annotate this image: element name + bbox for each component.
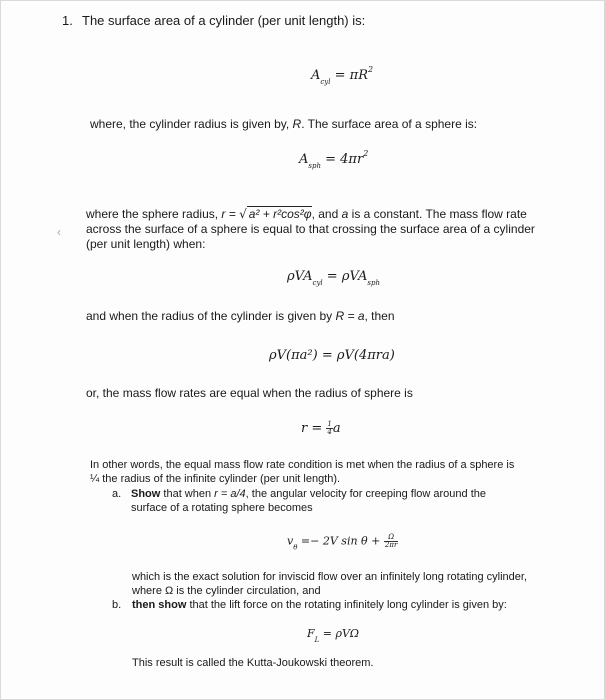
equation-sphere-area: $A_{sph} = 4\pi r^2$ — [299, 149, 369, 170]
part-a-line-2: surface of a rotating sphere becomes — [131, 502, 313, 514]
exact-solution-line-2: where Ω is the cylinder circulation, and — [132, 585, 321, 597]
equation-sphere-radius: r = $\frac{1}{4}$ a — [301, 420, 341, 436]
margin-mark: ‹ — [57, 225, 61, 239]
equation-mass-equality: ρV(πa²) = ρV(4πra) — [269, 348, 395, 363]
sphere-mass-flow-line: across the surface of a sphere is equal to that crossing the surface area of a cylinder — [86, 222, 535, 236]
fraction-omega-2pir: $\frac{\Omega}{2\pi r}$ — [384, 533, 398, 549]
summary-line-2: ¼ the radius of the infinite cylinder (per unit length). — [90, 473, 341, 485]
equation-angular-velocity: $v_\theta =- 2V$ sin θ + $\frac{\Omega}{2\pi r}$ — [287, 533, 398, 552]
problem-number: 1. — [62, 13, 73, 28]
equation-lift-force: $F_L = \rho V\Omega$ — [307, 627, 360, 644]
radius-condition-line: and when the radius of the cylinder is given by R = a, then — [86, 309, 395, 323]
cylinder-radius-line: where, the cylinder radius is given by, R. The surface area of a sphere is: — [90, 117, 478, 131]
equation-cylinder-area: $A_{cyl} = \pi R^2$ — [311, 65, 374, 86]
part-a-line-1: Show that when r = a/4, the angular velocity for creeping flow around the — [131, 488, 486, 500]
sphere-radius-line: where the sphere radius, r = √ a² + r²cos²φ, and a is a constant. The mass flow rate — [86, 207, 527, 221]
summary-line-1: In other words, the equal mass flow rate condition is met when the radius of a sphere is — [90, 459, 515, 471]
part-b-label: b. — [112, 599, 122, 611]
problem-intro: The surface area of a cylinder (per unit length) is: — [82, 13, 366, 28]
sqrt-expression: a² + r²cos²φ — [248, 207, 312, 221]
part-b-line: then show that the lift force on the rotating infinitely long cylinder is given by: — [132, 599, 507, 611]
closing-line: This result is called the Kutta-Joukowski theorem. — [132, 657, 374, 669]
equation-mass-flow: ρVA$_{cyl}$ = ρVA$_{sph}$ — [287, 269, 380, 287]
fraction-one-quarter: $\frac{1}{4}$ — [327, 420, 332, 436]
or-line: or, the mass flow rates are equal when the radius of sphere is — [86, 386, 413, 400]
part-a-label: a. — [112, 488, 122, 500]
per-unit-length-line: (per unit length) when: — [86, 237, 206, 251]
exact-solution-line-1: which is the exact solution for inviscid flow over an infinitely long rotating cylinder, — [132, 571, 527, 583]
